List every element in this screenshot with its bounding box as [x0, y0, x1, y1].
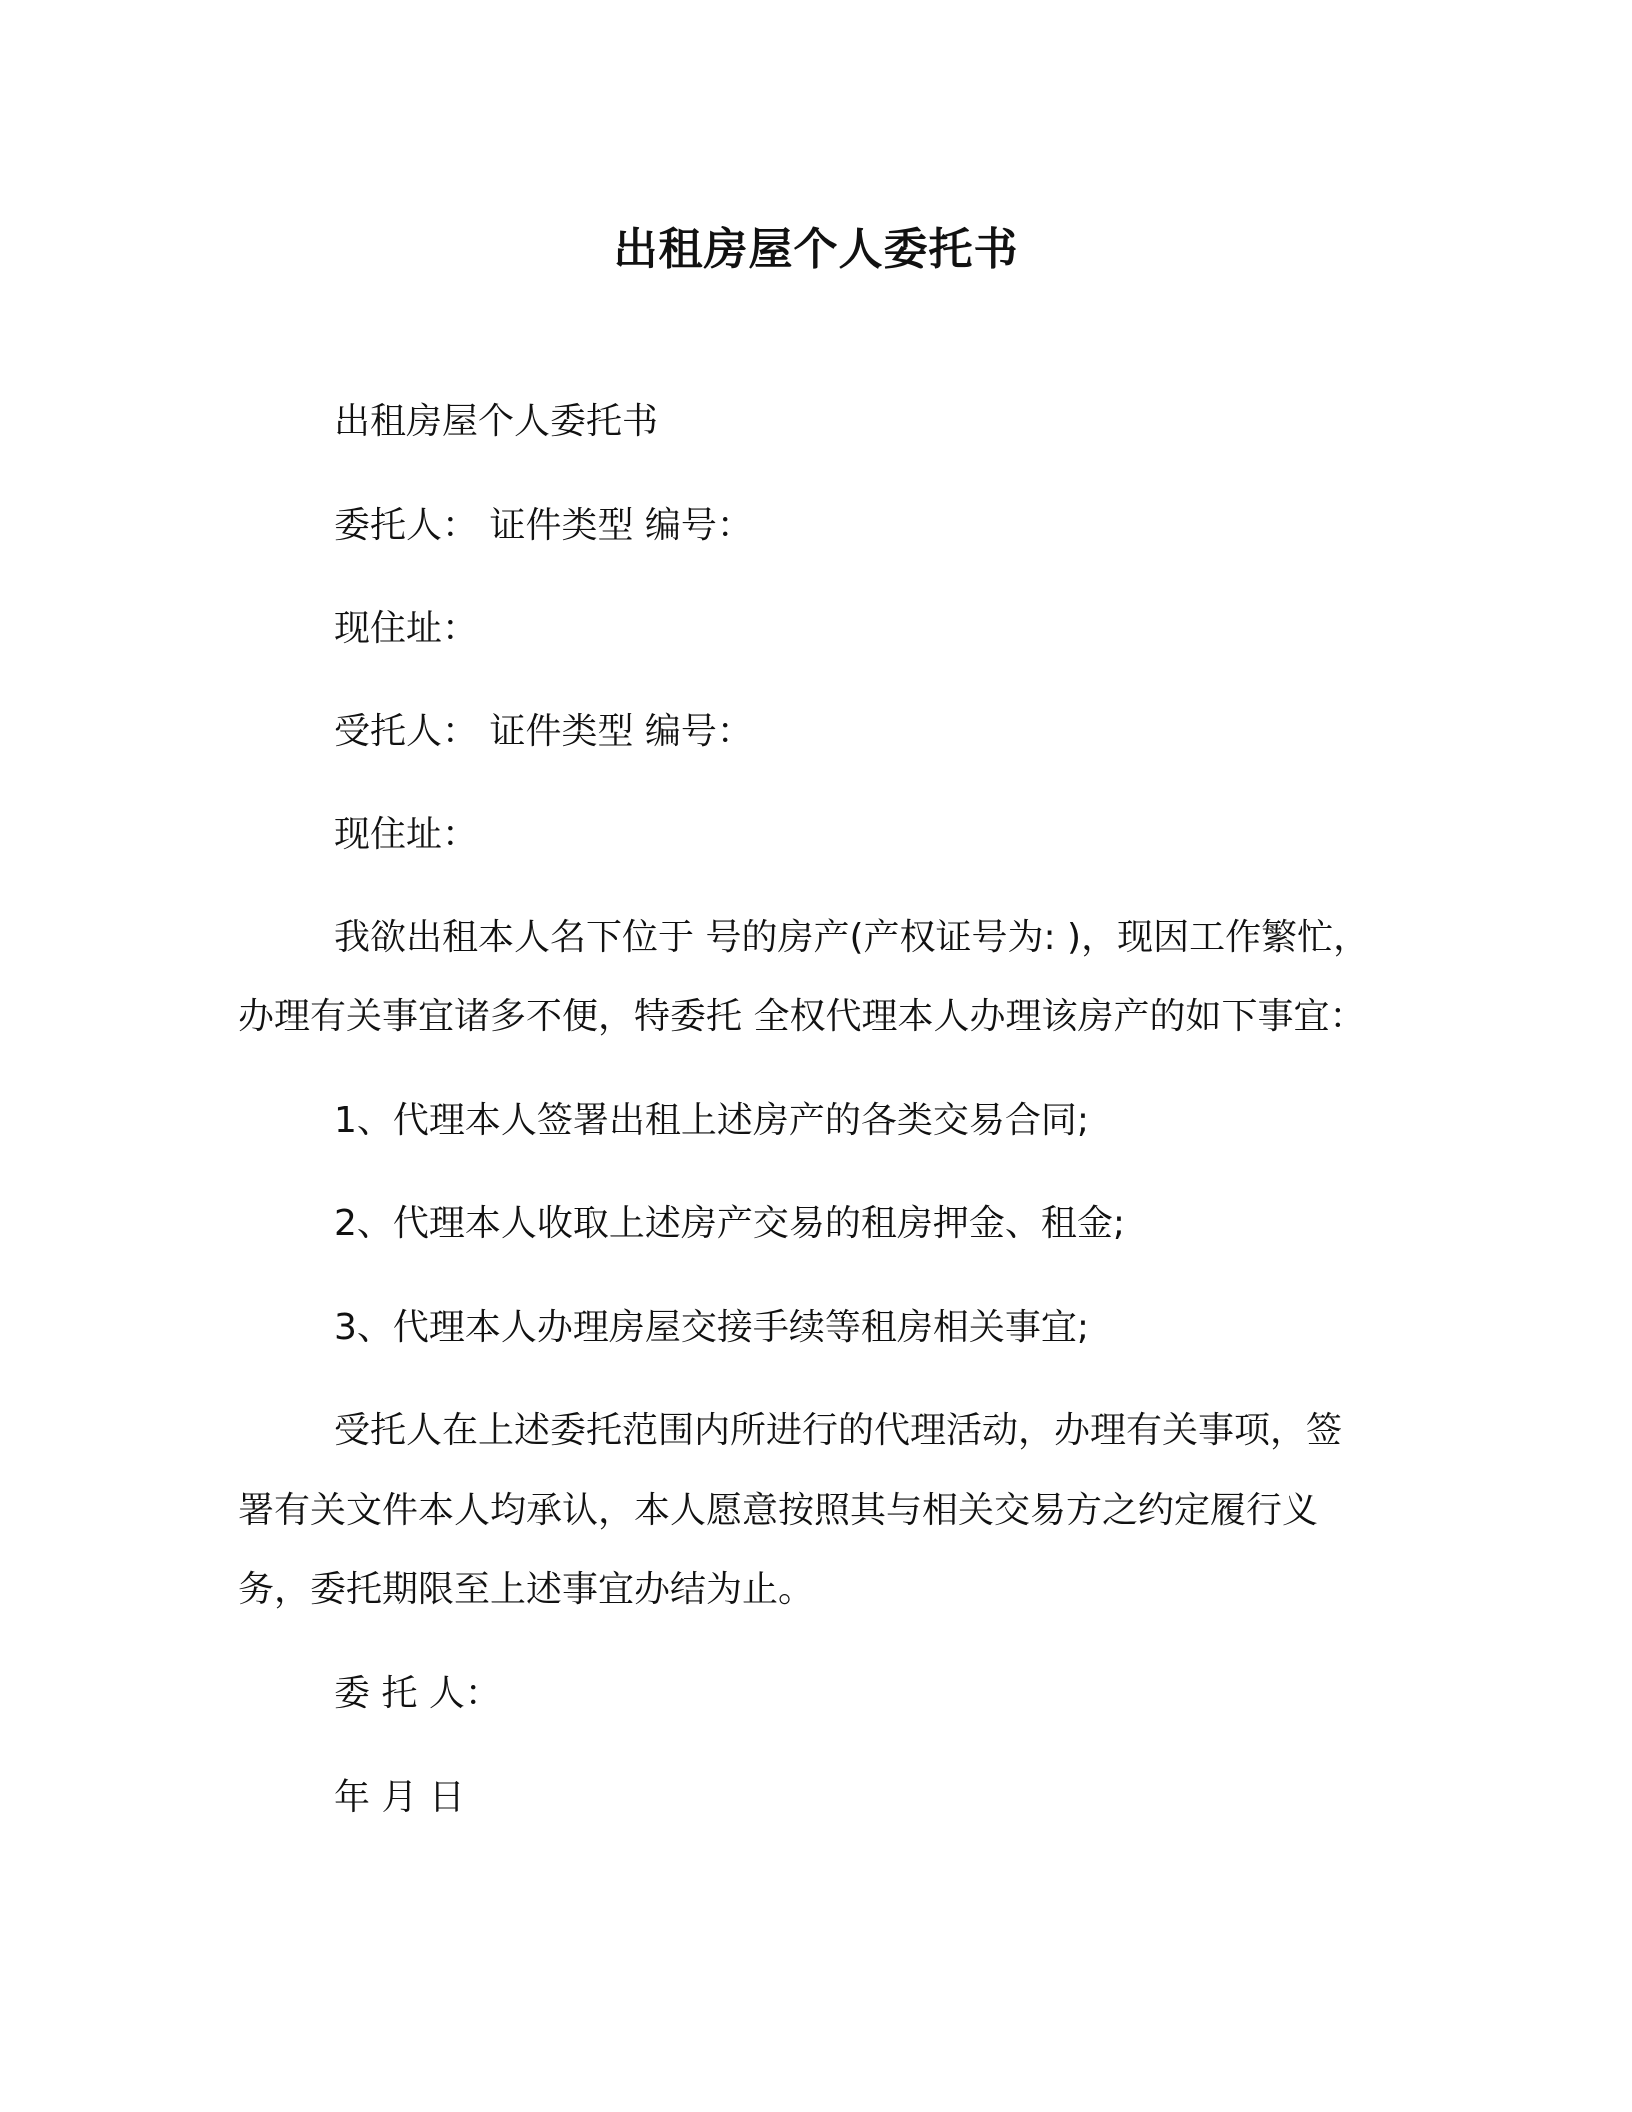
- authorization-item-2: 2、代理本人收取上述房产交易的租房押金、租金;: [334, 1203, 1126, 1244]
- signature-label: 委 托 人：: [334, 1673, 501, 1714]
- intro-line-2: 办理有关事宜诸多不便，特委托 全权代理本人办理该房产的如下事宜：: [238, 996, 1366, 1037]
- clause-line-2: 署有关文件本人均承认，本人愿意按照其与相关交易方之约定履行义: [238, 1490, 1319, 1531]
- agent-address: 现住址：: [334, 814, 479, 855]
- clause-line-1: 受托人在上述委托范围内所进行的代理活动，办理有关事项，签: [334, 1410, 1343, 1451]
- date-label: 年 月 日: [334, 1777, 465, 1818]
- principal-line: 委托人： 证件类型 编号：: [334, 505, 753, 546]
- principal-address: 现住址：: [334, 608, 479, 649]
- document-subtitle: 出租房屋个人委托书: [334, 401, 659, 442]
- agent-line: 受托人： 证件类型 编号：: [334, 711, 753, 752]
- authorization-item-3: 3、代理本人办理房屋交接手续等租房相关事宜;: [334, 1307, 1090, 1348]
- document-title: 出租房屋个人委托书: [613, 224, 1019, 275]
- clause-line-3: 务，委托期限至上述事宜办结为止。: [238, 1569, 815, 1610]
- intro-line-1: 我欲出租本人名下位于 号的房产(产权证号为: )，现因工作繁忙，: [334, 917, 1370, 958]
- authorization-item-1: 1、代理本人签署出租上述房产的各类交易合同;: [334, 1100, 1090, 1141]
